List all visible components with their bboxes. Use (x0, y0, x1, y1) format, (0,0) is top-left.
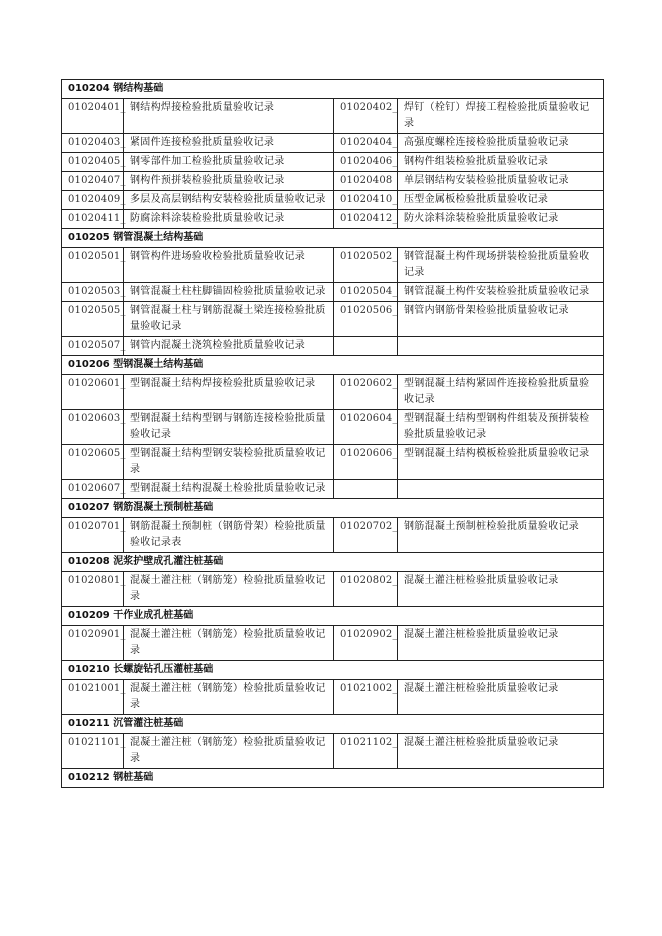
section-title: 010212 钢桩基础 (62, 769, 604, 788)
record-index-table (61, 79, 604, 788)
section-header-row (62, 769, 604, 788)
record-code-cell: 01020506_ (334, 302, 398, 337)
record-name-cell: 单层钢结构安装检验批质量验收记录 (398, 172, 604, 191)
record-code-cell (334, 480, 398, 499)
record-name-cell: 混凝土灌注桩（钢筋笼）检验批质量验收记录 (124, 734, 334, 769)
section-title: 010206 型钢混凝土结构基础 (62, 356, 604, 375)
record-code-cell: 01020408 (334, 172, 398, 191)
section-header-row (62, 553, 604, 572)
section-title: 010208 泥浆护壁成孔灌注桩基础 (62, 553, 604, 572)
record-name-cell (398, 480, 604, 499)
table-row (62, 134, 604, 153)
record-code-cell: 01020504_ (334, 283, 398, 302)
table-row (62, 302, 604, 337)
record-name-cell: 型钢混凝土结构型钢与钢筋连接检验批质量验收记录 (124, 410, 334, 445)
record-name-cell: 钢构件预拼装检验批质量验收记录 (124, 172, 334, 191)
record-name-cell: 焊钉（栓钉）焊接工程检验批质量验收记录 (398, 99, 604, 134)
table-row (62, 572, 604, 607)
record-name-cell: 混凝土灌注桩（钢筋笼）检验批质量验收记录 (124, 572, 334, 607)
record-code-cell: 01020802_ (334, 572, 398, 607)
record-name-cell: 紧固件连接检验批质量验收记录 (124, 134, 334, 153)
record-name-cell: 型钢混凝土结构型钢构件组装及预拼装检验批质量验收记录 (398, 410, 604, 445)
record-code-cell: 01021102_ (334, 734, 398, 769)
record-name-cell: 钢结构焊接检验批质量验收记录 (124, 99, 334, 134)
record-code-cell: 01020507_ (62, 337, 124, 356)
record-code-cell: 01020601_ (62, 375, 124, 410)
record-name-cell: 钢筋混凝土预制桩（钢筋骨架）检验批质量验收记录表 (124, 518, 334, 553)
record-code-cell: 01020602_ (334, 375, 398, 410)
section-header-row (62, 715, 604, 734)
record-name-cell: 混凝土灌注桩检验批质量验收记录 (398, 680, 604, 715)
section-title: 010211 沉管灌注桩基础 (62, 715, 604, 734)
record-code-cell: 01020505_ (62, 302, 124, 337)
record-name-cell: 型钢混凝土结构型钢安装检验批质量验收记录 (124, 445, 334, 480)
record-code-cell: 01021101_ (62, 734, 124, 769)
section-title: 010204 钢结构基础 (62, 80, 604, 99)
section-header-row (62, 607, 604, 626)
section-header-row (62, 80, 604, 99)
record-code-cell: 01020604_ (334, 410, 398, 445)
record-code-cell: 01020402_ (334, 99, 398, 134)
record-code-cell: 01020501_ (62, 248, 124, 283)
record-code-cell: 01020411_ (62, 210, 124, 229)
record-name-cell (398, 337, 604, 356)
table-row (62, 518, 604, 553)
table-row (62, 210, 604, 229)
table-row (62, 283, 604, 302)
section-title: 010209 干作业成孔桩基础 (62, 607, 604, 626)
record-name-cell: 钢零部件加工检验批质量验收记录 (124, 153, 334, 172)
record-index-body (62, 80, 604, 788)
record-name-cell: 钢筋混凝土预制桩检验批质量验收记录 (398, 518, 604, 553)
record-name-cell: 钢管混凝土柱与钢筋混凝土梁连接检验批质量验收记录 (124, 302, 334, 337)
section-title: 010207 钢筋混凝土预制桩基础 (62, 499, 604, 518)
record-name-cell: 混凝土灌注桩检验批质量验收记录 (398, 626, 604, 661)
record-name-cell: 多层及高层钢结构安装检验批质量验收记录 (124, 191, 334, 210)
table-row (62, 375, 604, 410)
section-header-row (62, 356, 604, 375)
table-row (62, 337, 604, 356)
record-name-cell: 压型金属板检验批质量验收记录 (398, 191, 604, 210)
record-code-cell: 01020401_ (62, 99, 124, 134)
record-code-cell: 01021002_ (334, 680, 398, 715)
record-code-cell: 01020404_ (334, 134, 398, 153)
table-row (62, 191, 604, 210)
record-code-cell: 01020503_ (62, 283, 124, 302)
table-row (62, 172, 604, 191)
record-code-cell: 01021001_ (62, 680, 124, 715)
table-row (62, 480, 604, 499)
record-code-cell: 01020606_ (334, 445, 398, 480)
record-name-cell: 钢构件组装检验批质量验收记录 (398, 153, 604, 172)
record-code-cell: 01020502_ (334, 248, 398, 283)
record-name-cell: 型钢混凝土结构紧固件连接检验批质量验收记录 (398, 375, 604, 410)
record-code-cell: 01020410_ (334, 191, 398, 210)
record-code-cell (334, 337, 398, 356)
record-name-cell: 混凝土灌注桩（钢筋笼）检验批质量验收记录 (124, 626, 334, 661)
record-name-cell: 钢管内混凝土浇筑检验批质量验收记录 (124, 337, 334, 356)
record-name-cell: 钢管混凝土柱柱脚锚固检验批质量验收记录 (124, 283, 334, 302)
record-code-cell: 01020409_ (62, 191, 124, 210)
section-title: 010205 钢管混凝土结构基础 (62, 229, 604, 248)
record-name-cell: 高强度螺栓连接检验批质量验收记录 (398, 134, 604, 153)
record-code-cell: 01020701_ (62, 518, 124, 553)
record-name-cell: 混凝土灌注桩（钢筋笼）检验批质量验收记录 (124, 680, 334, 715)
record-name-cell: 型钢混凝土结构模板检验批质量验收记录 (398, 445, 604, 480)
record-name-cell: 钢管内钢筋骨架检验批质量验收记录 (398, 302, 604, 337)
table-row (62, 445, 604, 480)
record-name-cell: 钢管混凝土构件安装检验批质量验收记录 (398, 283, 604, 302)
table-row (62, 680, 604, 715)
record-name-cell: 钢管混凝土构件现场拼装检验批质量验收记录 (398, 248, 604, 283)
record-name-cell: 防火涂料涂装检验批质量验收记录 (398, 210, 604, 229)
table-row (62, 734, 604, 769)
record-code-cell: 01020405_ (62, 153, 124, 172)
table-row (62, 410, 604, 445)
section-title: 010210 长螺旋钻孔压灌桩基础 (62, 661, 604, 680)
record-code-cell: 01020702_ (334, 518, 398, 553)
section-header-row (62, 499, 604, 518)
section-header-row (62, 661, 604, 680)
record-name-cell: 混凝土灌注桩检验批质量验收记录 (398, 734, 604, 769)
record-code-cell: 01020412_ (334, 210, 398, 229)
record-code-cell: 01020407_ (62, 172, 124, 191)
record-name-cell: 钢管构件进场验收检验批质量验收记录 (124, 248, 334, 283)
record-name-cell: 混凝土灌注桩检验批质量验收记录 (398, 572, 604, 607)
record-code-cell: 01020603_ (62, 410, 124, 445)
table-row (62, 99, 604, 134)
record-code-cell: 01020607_ (62, 480, 124, 499)
table-row (62, 153, 604, 172)
record-code-cell: 01020403_ (62, 134, 124, 153)
record-name-cell: 防腐涂料涂装检验批质量验收记录 (124, 210, 334, 229)
record-code-cell: 01020801_ (62, 572, 124, 607)
table-row (62, 248, 604, 283)
table-row (62, 626, 604, 661)
record-name-cell: 型钢混凝土结构焊接检验批质量验收记录 (124, 375, 334, 410)
section-header-row (62, 229, 604, 248)
record-code-cell: 01020901_ (62, 626, 124, 661)
record-code-cell: 01020902_ (334, 626, 398, 661)
record-code-cell: 01020406_ (334, 153, 398, 172)
record-code-cell: 01020605_ (62, 445, 124, 480)
record-name-cell: 型钢混凝土结构混凝土检验批质量验收记录 (124, 480, 334, 499)
